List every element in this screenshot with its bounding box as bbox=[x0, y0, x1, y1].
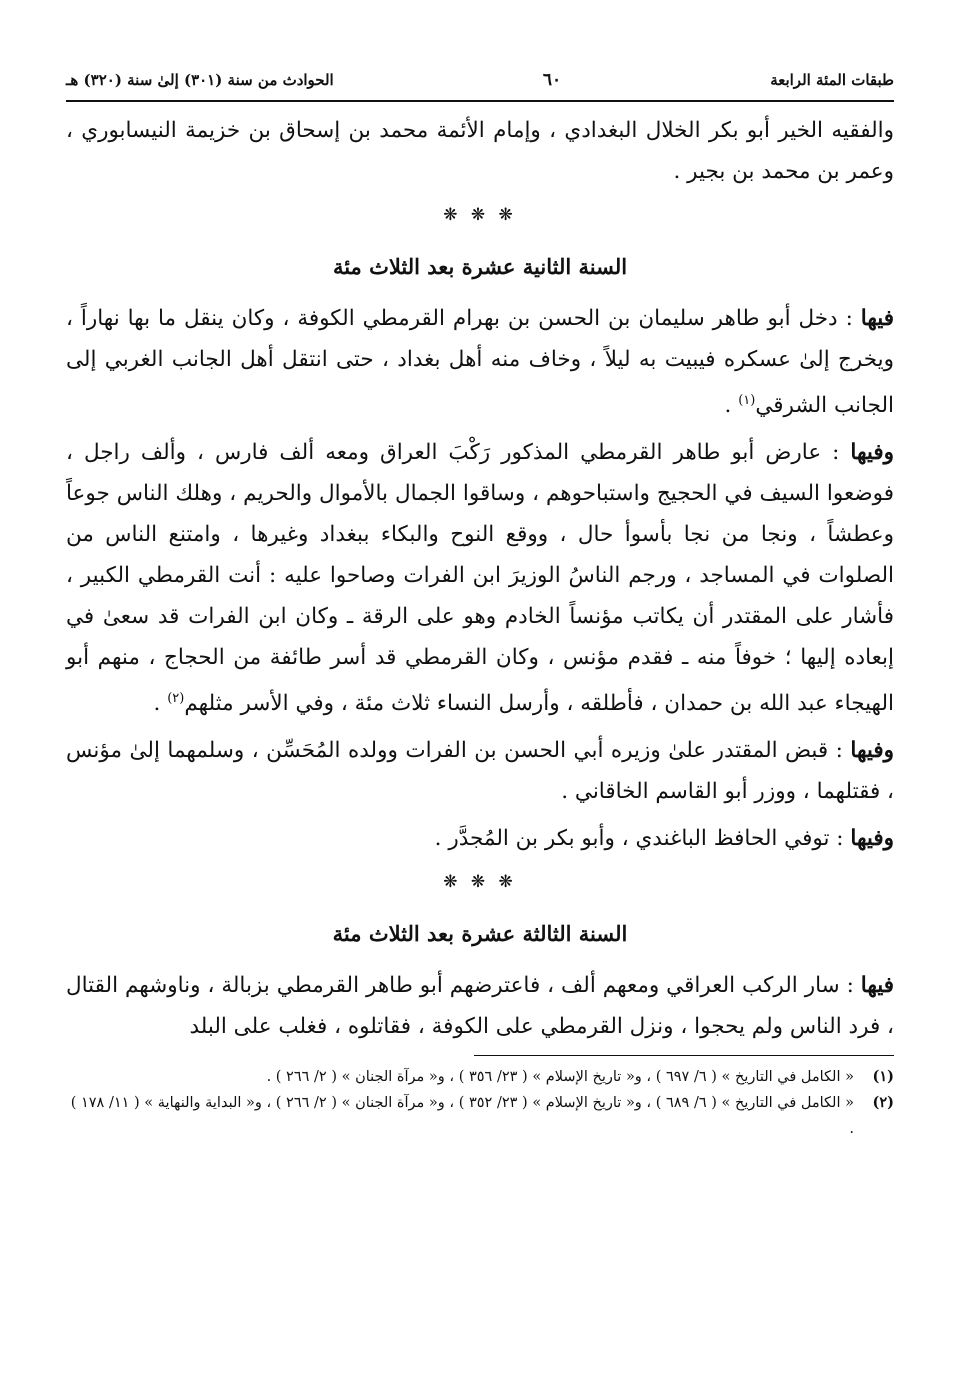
paragraph-text: : عارض أبو طاهر القرمطي المذكور رَكْبَ العراق ومعه ألف فارس ، وألف راجل ، فوضعوا السيف في الحجيج واستباحوهم ، وساقوا الجمال بالأموال والحريم ، وهلك الناس جوعاً وعطشاً ، ونجا من نجا بأسوأ حال ، ووقع النوح والبكاء ببغداد وغيرها ، وامتنع الناس من الصلوات في المساجد ، ورجم الناسُ الوزيرَ ابن الفرات وصاحوا عليه : أنت القرمطي الكبير ، فأشار على المقتدر أن يكاتب مؤنساً الخادم وهو على الرقة ـ وكان ابن الفرات قد سعىٰ في إبعاده إليها ؛ خوفاً منه ـ فقدم مؤنس ، وكان القرمطي قد أسر طائفة من الحجاج ، منهم أبو الهيجاء عبد الله بن حمدان ، فأطلقه ، وأرسل النساء ثلاث مئة ، وفي الأسر مثلهم bbox=[66, 440, 894, 717]
paragraph-text: : توفي الحافظ الباغندي ، وأبو بكر بن المُجدَّر . bbox=[434, 826, 851, 852]
paragraph-text: : سار الركب العراقي ومعهم ألف ، فاعترضهم أبو طاهر القرمطي بزبالة ، وناوشهم القتال ، فرد الناس ولم يحجوا ، ونزل القرمطي على الكوفة ، فقاتلوه ، فغلب على البلد bbox=[66, 973, 894, 1040]
running-head bbox=[66, 70, 894, 102]
section-title: الحوادث من سنة (٣٠١) إلىٰ سنة (٣٢٠) هـ bbox=[66, 71, 334, 89]
paragraph-lead: وفيها bbox=[850, 738, 894, 764]
paragraph-lead: وفيها bbox=[850, 826, 894, 852]
event-paragraph bbox=[66, 298, 894, 426]
intro-paragraph: والفقيه الخير أبو بكر الخلال البغدادي ، وإمام الأئمة محمد بن إسحاق بن خزيمة النيسابوري ، وعمر بن محمد بن بجير . bbox=[66, 118, 894, 184]
paragraph-lead: فيها bbox=[860, 306, 894, 331]
section-separator: ❋ ❋ ❋ bbox=[443, 872, 517, 893]
footnote bbox=[66, 1064, 894, 1090]
footnote bbox=[66, 1090, 894, 1142]
paragraph-end: . bbox=[153, 691, 168, 717]
footnote-ref[interactable]: (٢) bbox=[167, 691, 185, 707]
footnote-text: « الكامل في التاريخ » ( ٦/ ٦٩٧ ) ، و« تاريخ الإسلام » ( ٢٣/ ٣٥٦ ) ، و« مرآة الجنان » ( ٢/ ٢٦٦ ) . bbox=[266, 1069, 854, 1086]
event-paragraph bbox=[66, 818, 894, 859]
paragraph-lead: وفيها bbox=[850, 440, 894, 466]
event-paragraph bbox=[66, 730, 894, 812]
footnote-divider bbox=[474, 1055, 894, 1056]
page-number: ٦٠ bbox=[542, 70, 562, 90]
book-title: طبقات المئة الرابعة bbox=[770, 71, 894, 89]
event-paragraph bbox=[66, 432, 894, 724]
year-heading: السنة الثانية عشرة بعد الثلاث مئة bbox=[332, 254, 628, 279]
paragraph-end: . bbox=[724, 393, 739, 419]
footnote-number: (٢) bbox=[872, 1094, 894, 1112]
footnotes bbox=[66, 1064, 894, 1142]
section-separator: ❋ ❋ ❋ bbox=[443, 205, 517, 225]
year-heading: السنة الثالثة عشرة بعد الثلاث مئة bbox=[332, 921, 628, 947]
paragraph-lead: فيها bbox=[860, 973, 894, 999]
event-paragraph bbox=[66, 965, 894, 1047]
footnote-number: (١) bbox=[872, 1068, 894, 1086]
book-page bbox=[66, 70, 894, 1142]
footnote-ref[interactable]: (١) bbox=[738, 393, 756, 408]
footnote-text: « الكامل في التاريخ » ( ٦/ ٦٨٩ ) ، و« تاريخ الإسلام » ( ٢٣/ ٣٥٢ ) ، و« مرآة الجنان » ( ٢/ ٢٦٦ ) ، و« البداية والنهاية » ( ١١/ ١٧٨ ) . bbox=[70, 1095, 854, 1138]
paragraph-text: : قبض المقتدر علىٰ وزيره أبي الحسن بن الفرات وولده المُحَسِّن ، وسلمهما إلىٰ مؤنس ، فقتلهما ، ووزر أبو القاسم الخاقاني . bbox=[66, 738, 894, 805]
paragraph-text: : دخل أبو طاهر سليمان بن الحسن بن بهرام القرمطي الكوفة ، وكان ينقل ما بها نهاراً ، ويخرج إلىٰ عسكره فيبيت به ليلاً ، وخاف منه أهل بغداد ، حتى انتقل أهل الجانب الغربي إلى الجانب الشرقي bbox=[66, 306, 894, 419]
